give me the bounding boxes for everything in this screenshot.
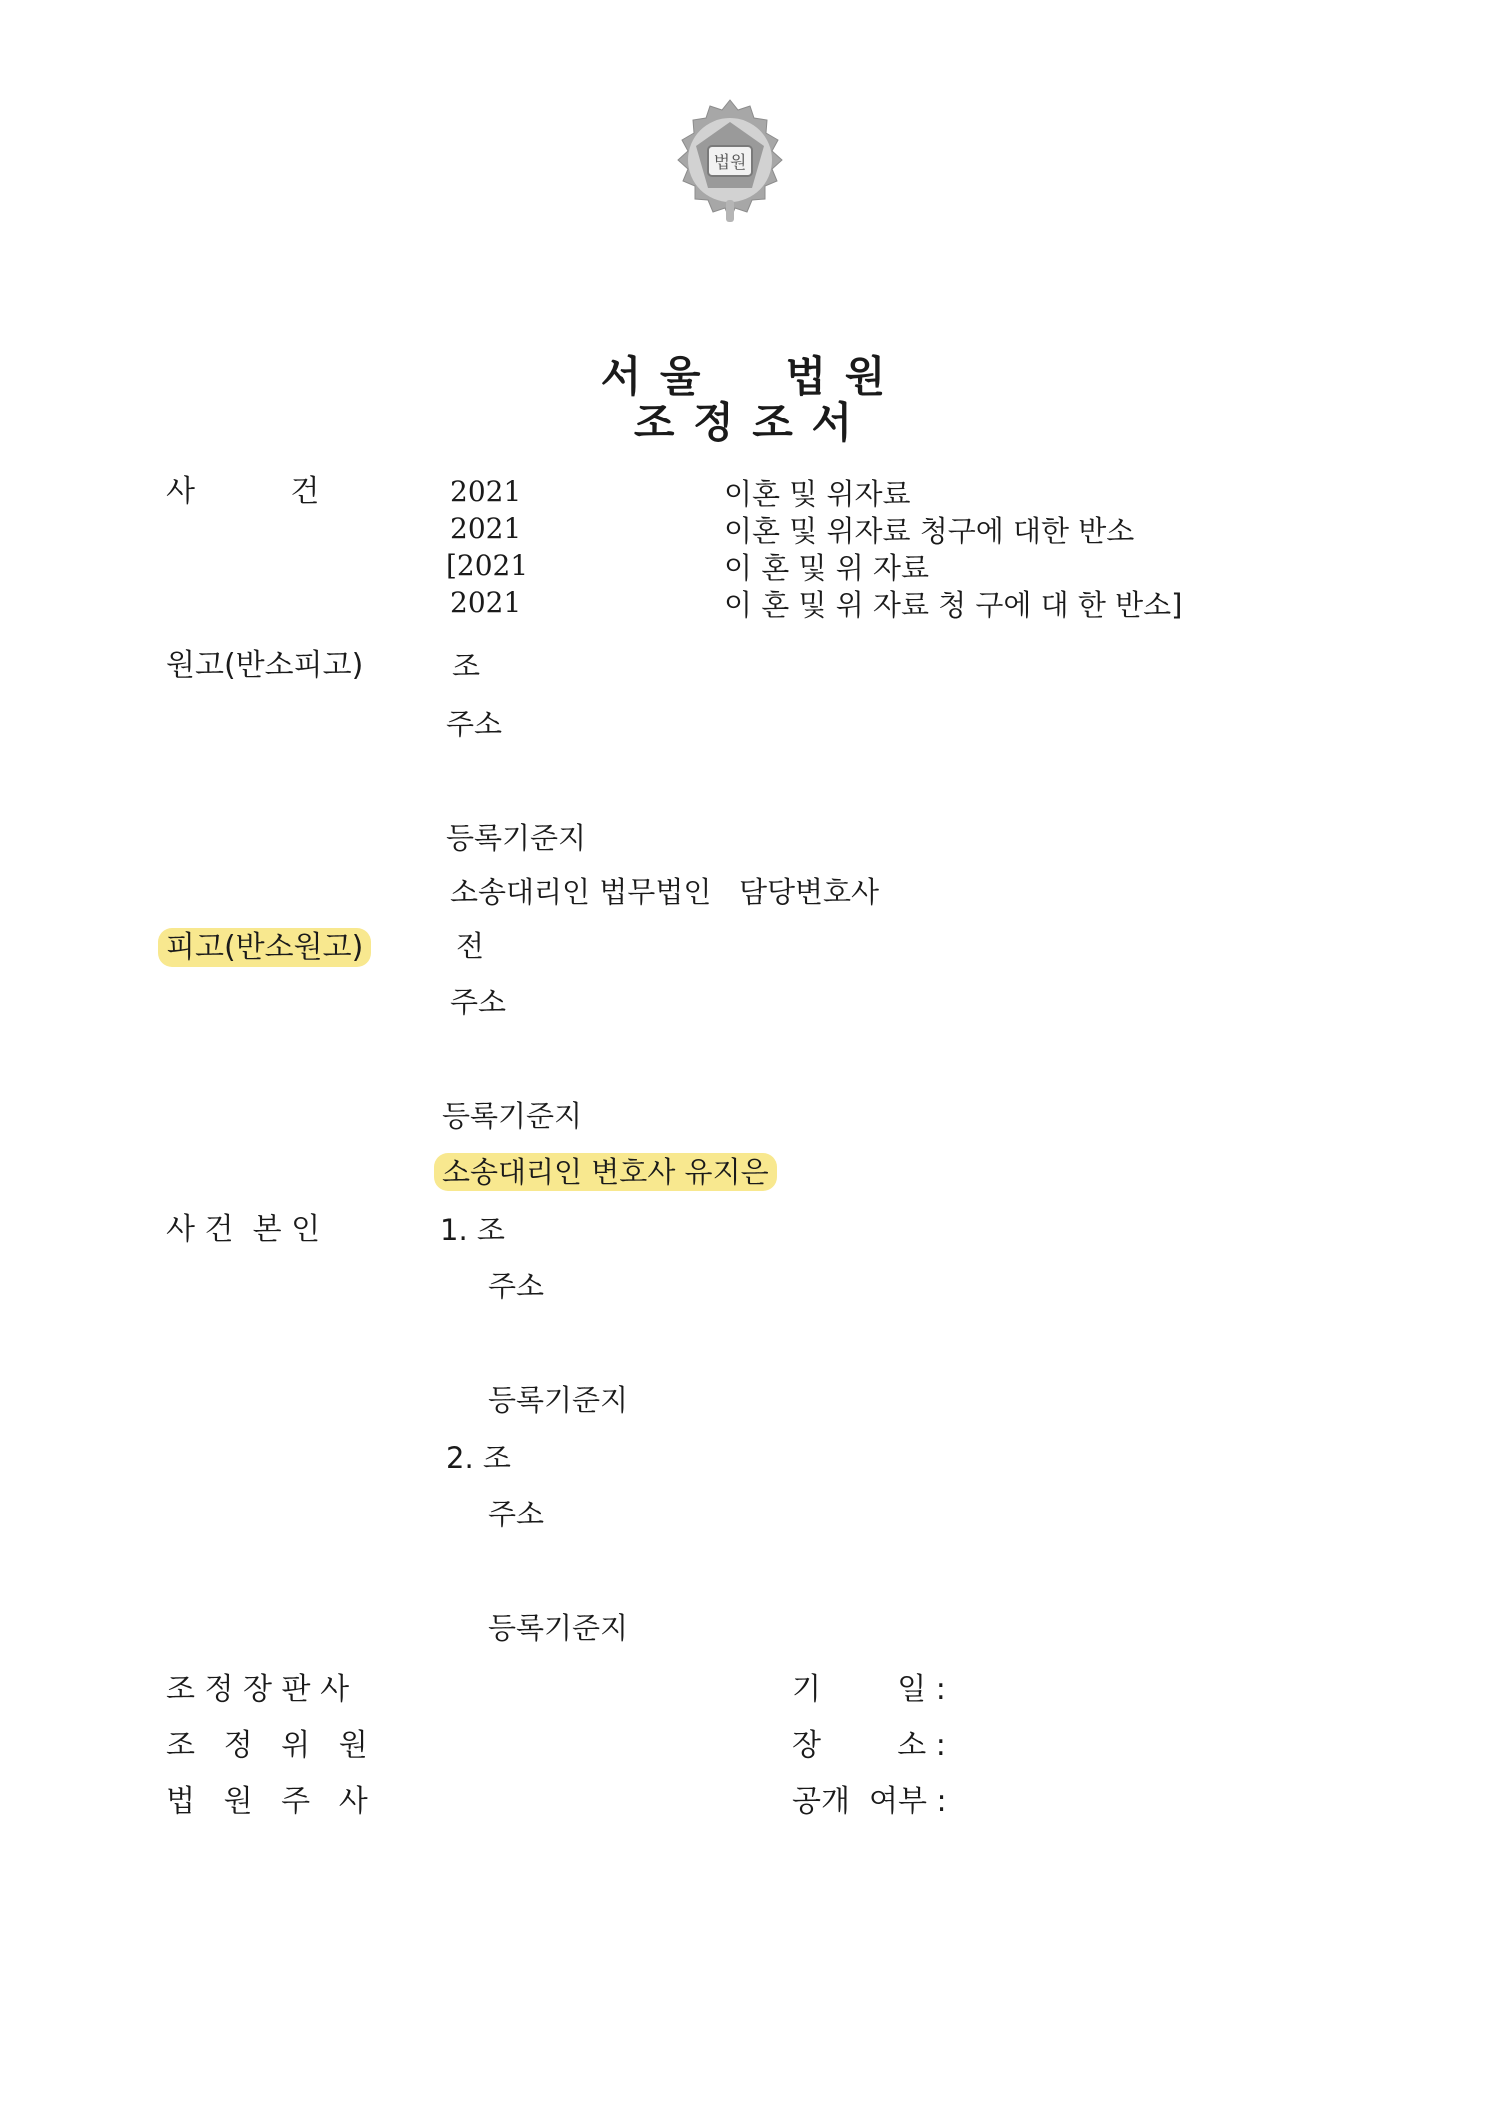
mediation-member-label: 조 정 위 원	[166, 1728, 368, 1763]
principal-index: 1. 조	[440, 1213, 505, 1247]
case-year: 2021	[450, 475, 522, 508]
highlight: 피고(반소원고)	[158, 928, 371, 967]
case-year: [2021	[446, 549, 529, 582]
principal-registry: 등록기준지	[488, 1383, 629, 1417]
date-label: 기 일 :	[792, 1672, 946, 1707]
case-title: 이혼 및 위자료 청구에 대한 반소	[724, 514, 1135, 548]
plaintiff-agent: 소송대리인 법무법인 담당변호사	[450, 875, 880, 909]
mediation-judge-label: 조 정 장 판 사	[166, 1672, 350, 1707]
court-name: 서 울 법 원	[600, 352, 888, 401]
plaintiff-label: 원고(반소피고)	[166, 648, 364, 683]
plaintiff-registry: 등록기준지	[446, 821, 587, 855]
defendant-name: 전	[456, 929, 485, 963]
case-year: 2021	[450, 586, 522, 619]
document-title: 조 정 조 서	[633, 398, 855, 447]
principal-registry: 등록기준지	[488, 1611, 629, 1645]
principals-label: 사 건 본 인	[166, 1212, 321, 1247]
case-title: 이 혼 및 위 자료	[724, 551, 929, 585]
principal-address: 주소	[488, 1269, 545, 1303]
court-clerk-label: 법 원 주 사	[166, 1784, 368, 1819]
place-label: 장 소 :	[792, 1728, 946, 1763]
defendant-registry: 등록기준지	[442, 1099, 583, 1133]
plaintiff-name: 조	[452, 649, 481, 683]
court-emblem-icon	[668, 96, 792, 232]
case-label: 사 건	[166, 474, 320, 509]
defendant-agent	[442, 1154, 777, 1190]
court-seal	[668, 96, 792, 232]
principal-index: 2. 조	[446, 1441, 511, 1475]
plaintiff-address: 주소	[446, 707, 503, 741]
seal-text: 법원	[713, 153, 747, 173]
highlight: 소송대리인 변호사 유지은	[434, 1153, 777, 1191]
defendant-label	[166, 930, 371, 966]
defendant-address: 주소	[450, 985, 507, 1019]
principal-address: 주소	[488, 1497, 545, 1531]
public-status-label: 공개 여부 :	[792, 1784, 947, 1819]
case-title: 이 혼 및 위 자료 청 구에 대 한 반소]	[724, 588, 1183, 622]
case-title: 이혼 및 위자료	[724, 477, 911, 511]
case-year: 2021	[450, 512, 522, 545]
